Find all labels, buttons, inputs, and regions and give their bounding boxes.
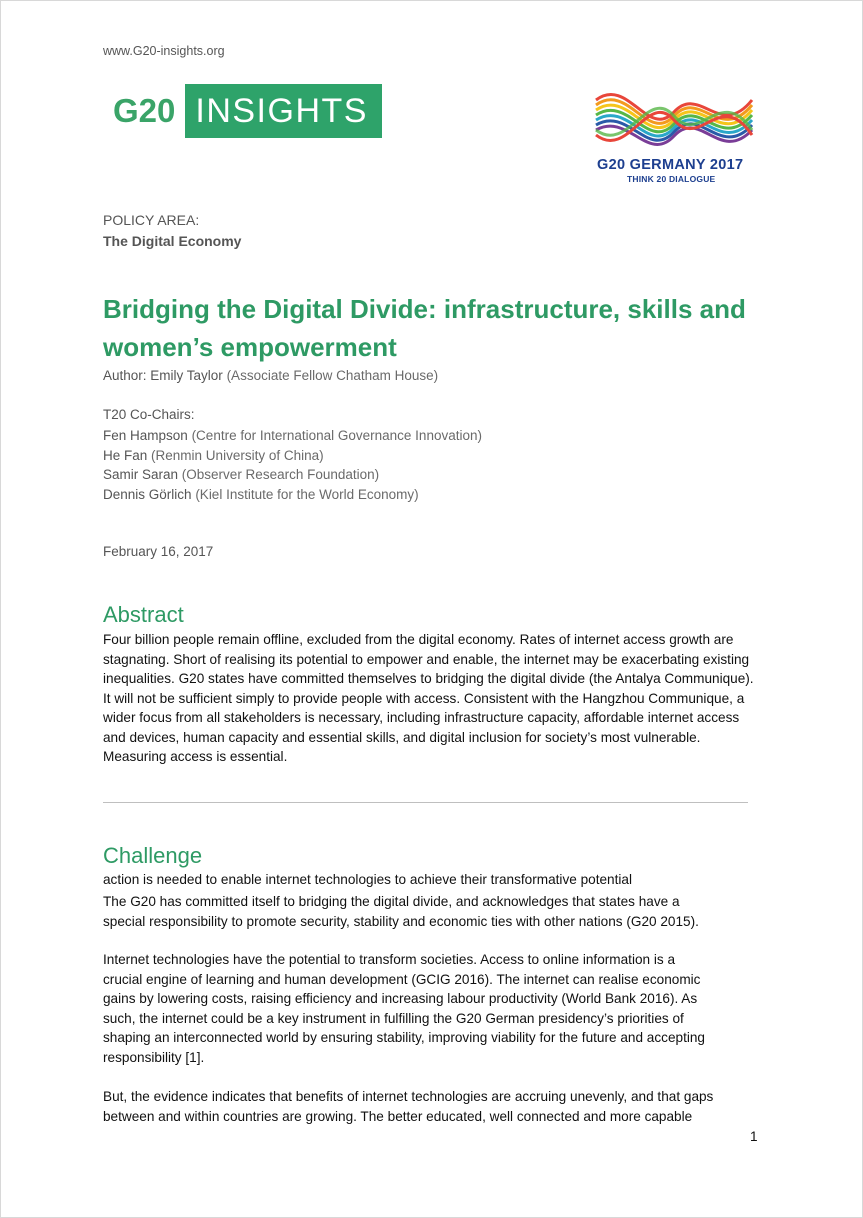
challenge-paragraph-1 — [103, 892, 763, 931]
cochair-item — [103, 446, 482, 466]
cochair-item — [103, 465, 482, 485]
cochairs-label: T20 Co-Chairs: — [103, 407, 195, 422]
text-line: between and within countries are growing. The better educated, well connected and more capable — [103, 1108, 693, 1124]
text-line: But, the evidence indicates that benefits of internet technologies are accruing unevenly, and that gaps — [103, 1089, 714, 1104]
cochair-name: Samir Saran — [103, 467, 179, 482]
text-line: shaping an interconnected world by ensuring stability, improving viability for the future and accepting — [103, 1030, 705, 1045]
cochair-org: (Centre for International Governance Innovation) — [191, 428, 482, 443]
cochair-name: Dennis Görlich — [103, 486, 192, 502]
g20-insights-logo — [113, 84, 382, 138]
text-line: responsibility [1]. — [103, 1049, 205, 1065]
text-line: crucial engine of learning and human development (GCIG 2016). The internet can realise economic — [103, 971, 701, 987]
policy-area-label: POLICY AREA: — [103, 212, 200, 228]
text-line: such, the internet could be a key instrument in fulfilling the G20 German presidency’s priorities of — [103, 1010, 684, 1026]
text-line: The G20 has committed itself to bridging the digital divide, and acknowledges that states have a — [103, 894, 680, 909]
cochair-org: (Renmin University of China) — [151, 447, 324, 463]
cochair-name: He Fan — [103, 447, 148, 463]
policy-area-value: The Digital Economy — [103, 233, 242, 249]
t20-subtitle: THINK 20 DIALOGUE — [627, 174, 716, 184]
author-affiliation: (Associate Fellow Chatham House) — [226, 368, 439, 383]
challenge-subheading: action is needed to enable internet technologies to achieve their transformative potential — [103, 872, 632, 887]
section-divider — [103, 802, 748, 803]
cochair-name: Fen Hampson — [103, 428, 188, 443]
page-number: 1 — [750, 1129, 758, 1144]
document-title: Bridging the Digital Divide: infrastructure, skills and women’s empowerment — [103, 294, 746, 362]
challenge-paragraph-2 — [103, 950, 763, 1067]
site-url[interactable]: www.G20-insights.org — [103, 44, 225, 58]
logo-g20-text: G20 — [113, 92, 176, 129]
cochair-item — [103, 426, 482, 446]
author-name: Author: Emily Taylor — [103, 368, 223, 383]
abstract-heading: Abstract — [103, 602, 184, 627]
text-line: Internet technologies have the potential to transform societies. Access to online information is a — [103, 952, 676, 967]
cochair-item — [103, 485, 482, 505]
challenge-paragraph-3 — [103, 1087, 763, 1126]
abstract-text: Four billion people remain offline, excluded from the digital economy. Rates of internet access growth are stagnating. Short of realising its potential to empower and enable, the internet may be exacerbating existing inequalities. G20 states have committed themselves to bridging the digital divide (the Antalya Communique). It will not be sufficient simply to provide people with access. Consistent with the Hangzhou Communique, a wider focus from all stakeholders is necessary, including infrastructure capacity, affordable internet access and devices, human capacity and essential skills, and digital inclusion for society’s most vulnerable. Measuring access is essential. — [103, 632, 754, 764]
publication-date: February 16, 2017 — [103, 544, 214, 559]
text-line: special responsibility to promote security, stability and economic ties with other nations (G20 2015). — [103, 913, 699, 929]
cochair-org: (Observer Research Foundation) — [181, 467, 380, 482]
author-line — [103, 368, 438, 383]
text-line: gains by lowering costs, raising efficiency and increasing labour productivity (World Bank 2016). As — [103, 991, 698, 1006]
logo-insights-text: INSIGHTS — [185, 84, 382, 138]
challenge-heading: Challenge — [103, 843, 203, 868]
cochairs-list — [103, 426, 482, 504]
t20-title: G20 GERMANY 2017 — [597, 157, 744, 173]
cochair-org: (Kiel Institute for the World Economy) — [195, 486, 419, 502]
